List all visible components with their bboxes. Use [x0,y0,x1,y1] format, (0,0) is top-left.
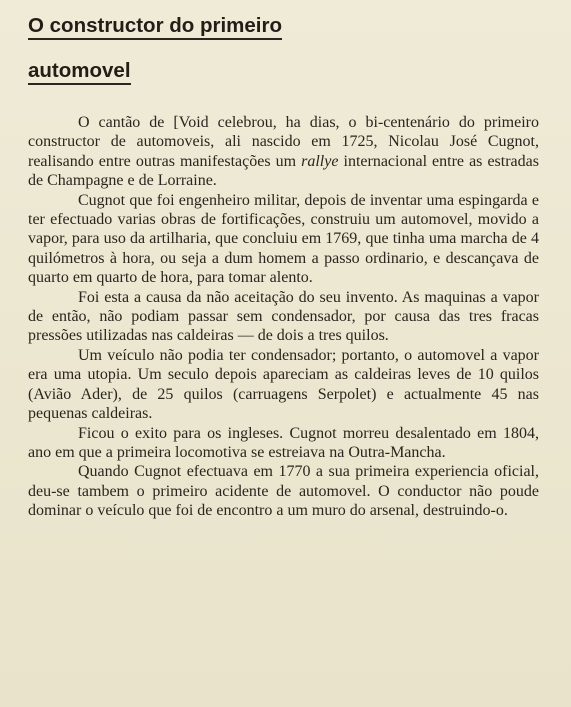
article-paragraph-5: Ficou o exito para os ingleses. Cugnot morreu desalentado em 1804, ano em que a primeira locomotiva se estreiava na Outra-Mancha. [28,424,539,461]
article-paragraph-4: Um veículo não podia ter condensador; portanto, o automovel a vapor era uma utopia. Um seculo depois apareciam as caldeiras leves de 10 quilos (Avião Ader), de 25 quilos (carruagens Serpolet) e actualmente 45 nas pequenas caldeiras. [28,346,539,423]
article-paragraph-1 [28,113,539,191]
article-title-line-2: automovel [28,60,131,85]
article-paragraph-3: Foi esta a causa da não aceitação do seu invento. As maquinas a vapor de então, não podiam passar sem condensador, por causa das tres fracas pressões utilizadas nas caldeiras — de dois a tres quilos. [28,288,539,345]
article-title [28,14,539,85]
paragraph-1-text-start: O cantão de [Void celebrou, ha dias, o bi-centenário do primeiro constructor de automoveis, ali nascido em 1725, Nicolau José Cugnot, realisando entre outras manifestações um [28,114,539,170]
article-paragraph-6: Quando Cugnot efectuava em 1770 a sua primeira experiencia oficial, deu-se tambem o primeiro acidente de automovel. O conductor não poude dominar o veículo que foi de encontro a um muro do arsenal, destruindo-o. [28,463,539,520]
article-paragraph-2: Cugnot que foi engenheiro militar, depois de inventar uma espingarda e ter efectuado varias obras de fortificações, construiu um automovel, movido a vapor, para uso da artilharia, que concluiu em 1769, que tinha uma marcha de 4 quilómetros à hora, ou seja a dum homem a passo ordinario, e descançava de quarto em quarto de hora, para tomar alento. [28,191,539,287]
article-title-line-1: O constructor do primeiro [28,15,282,40]
rallye-italic-word: rallye [301,152,339,170]
paragraph-1-text-end: internacional entre as estradas de Champagne e de Lorraine. [28,152,539,190]
article-body [28,113,539,521]
